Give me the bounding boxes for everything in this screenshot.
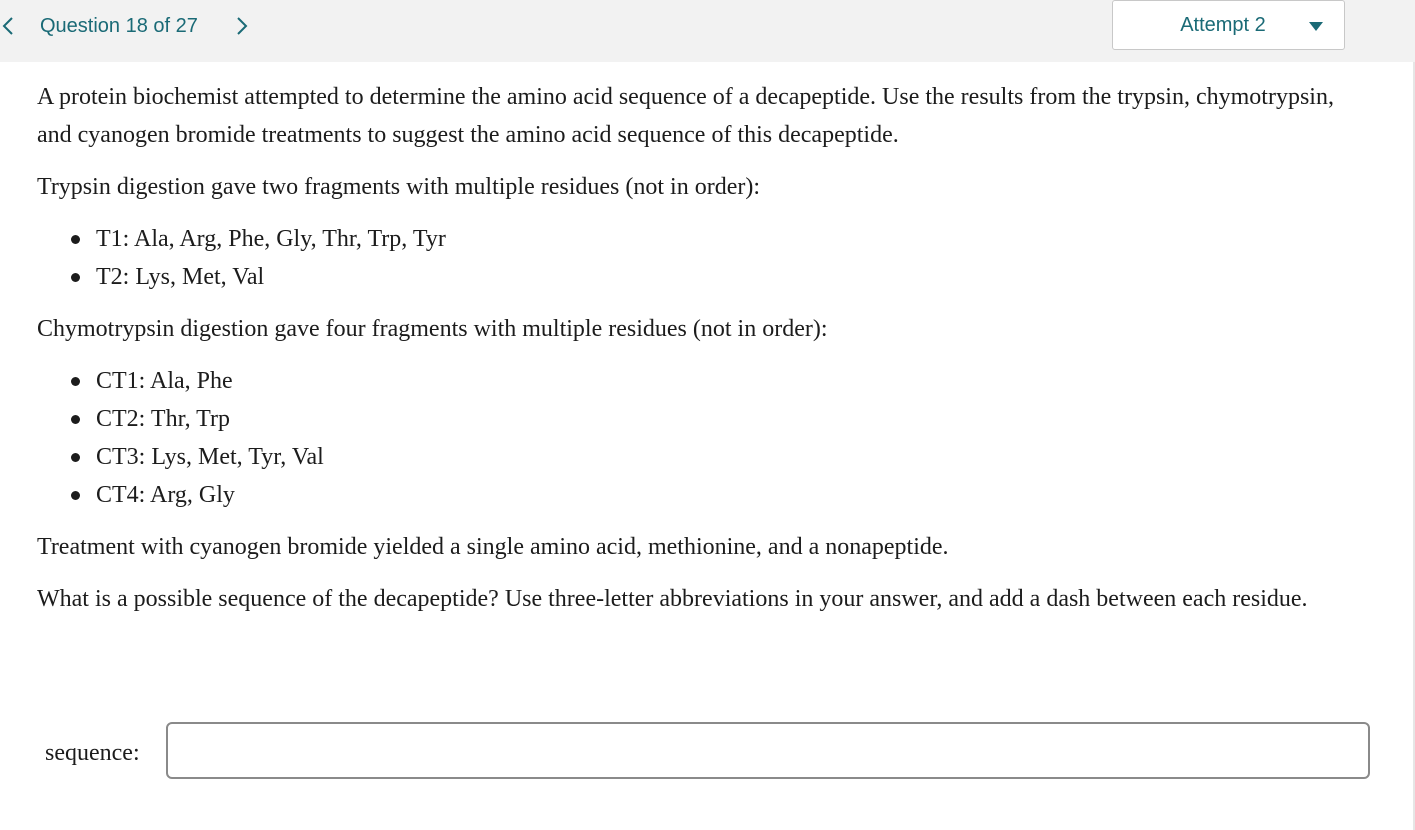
bullet — [71, 377, 80, 386]
caret-down-icon — [1309, 22, 1323, 31]
bullet — [71, 235, 80, 244]
problem-intro: A protein biochemist attempted to determine the amino acid sequence of a decapeptide. Use the results from the trypsin, chymotrypsin, and cyanogen bromide treatments to suggest the amino acid sequence of this decapeptide. — [37, 84, 1334, 148]
fragment-text: CT2: Thr, Trp — [96, 406, 230, 432]
chymotrypsin-fragment-list — [37, 362, 1367, 514]
cnbr-result: Treatment with cyanogen bromide yielded a single amino acid, methionine, and a nonapeptide. — [37, 534, 949, 560]
fragment-text: T2: Lys, Met, Val — [96, 264, 265, 290]
list-item — [37, 476, 1367, 514]
fragment-text: CT1: Ala, Phe — [96, 368, 233, 394]
list-item — [37, 400, 1367, 438]
sequence-input[interactable] — [166, 722, 1370, 779]
bullet — [71, 415, 80, 424]
list-item — [37, 362, 1367, 400]
question-nav-bar — [0, 0, 1415, 62]
fragment-text: T1: Ala, Arg, Phe, Gly, Thr, Trp, Tyr — [96, 226, 446, 252]
attempt-dropdown[interactable] — [1112, 0, 1345, 50]
sequence-label: sequence: — [45, 740, 140, 766]
chevron-right-icon — [236, 16, 248, 36]
fragment-text: CT3: Lys, Met, Tyr, Val — [96, 444, 324, 470]
attempt-label — [1113, 1, 1331, 49]
list-item — [37, 220, 1367, 258]
question-prompt: What is a possible sequence of the decapeptide? Use three-letter abbreviations in your answer, and add a dash between each residue. — [37, 586, 1308, 612]
bullet — [71, 273, 80, 282]
chymotrypsin-heading: Chymotrypsin digestion gave four fragments with multiple residues (not in order): — [37, 316, 828, 342]
question-body — [37, 78, 1367, 632]
next-question-button[interactable] — [233, 12, 251, 40]
trypsin-fragment-list — [37, 220, 1367, 296]
chevron-left-icon — [2, 16, 14, 36]
bullet — [71, 491, 80, 500]
previous-question-button[interactable] — [0, 12, 16, 40]
list-item — [37, 258, 1367, 296]
question-counter: Question 18 of 27 — [40, 15, 198, 37]
list-item — [37, 438, 1367, 476]
trypsin-heading: Trypsin digestion gave two fragments with multiple residues (not in order): — [37, 174, 761, 200]
bullet — [71, 453, 80, 462]
fragment-text: CT4: Arg, Gly — [96, 482, 235, 508]
attempt-label-text: Attempt 2 — [1180, 14, 1266, 36]
